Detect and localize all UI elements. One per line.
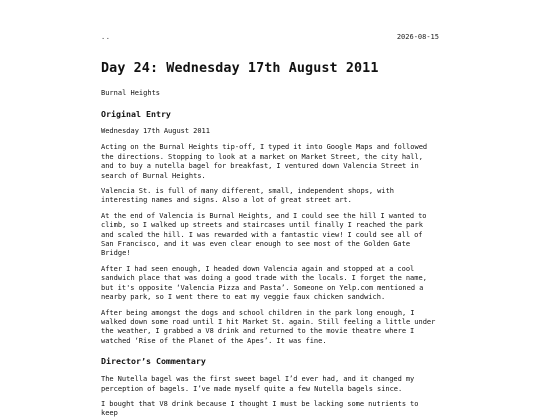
page-title: Day 24: Wednesday 17th August 2011 [101,61,379,76]
entry-paragraph: At the end of Valencia is Burnal Heights, and I could see the hill I wanted to climb, so I walked up streets and staircases until finally I reached the park and scaled the hill. I was rewarded with a fantastic view! I could see all of San Francisco, and it was even clear enough to see most of the Golden Gate Bridge! [101,211,427,258]
parent-directory-link[interactable]: .. [101,33,111,41]
entry-paragraph: Valencia St. is full of many different, small, independent shops, with interesting names and signs. Also a lot of great street art. [101,187,395,205]
original-entry-heading: Original Entry [101,109,171,119]
directors-commentary-heading: Director’s Commentary [101,356,206,367]
commentary-paragraph: I bought that V8 drink because I thought I must be lacking some nutrients to keep [101,399,419,418]
entry-paragraph: After being amongst the dogs and school children in the park long enough, I walked down some road until I hit Market St. again. Still feeling a little under the weather, I grabbed a V8 drink and returned to the movie theatre where I watched ‘Rise of the Planet of the Apes’. It was fine. [101,308,436,345]
top-bar [101,0,439,44]
location-subtitle: Burnal Heights [101,89,161,97]
entry-date: Wednesday 17th August 2011 [101,127,210,135]
entry-paragraph: After I had seen enough, I headed down Valencia again and stopped at a cool sandwich place that was doing a good trade with the locals. I forget the name, but it's opposite ‘Valencia Pizza and Pasta’. Someone on Yelp.com mentioned a nearby park, so I went there to eat my veggie faux chicken sandwich. [101,264,427,302]
date-stamp: 2026-08-15 [396,33,439,41]
commentary-paragraph: The Nutella bagel was the first sweet bagel I’d ever had, and it changed my perception of bagels. I’ve made myself quite a few Nutella bagels since. [101,375,415,393]
page [101,0,439,419]
entry-paragraph: Acting on the Burnal Heights tip-off, I typed it into Google Maps and followed the directions. Stopping to look at a market on Market Street, the city hall, and to buy a nutella bagel for breakfast, I ventured down Valencia Street in search of Burnal Heights. [101,143,428,180]
